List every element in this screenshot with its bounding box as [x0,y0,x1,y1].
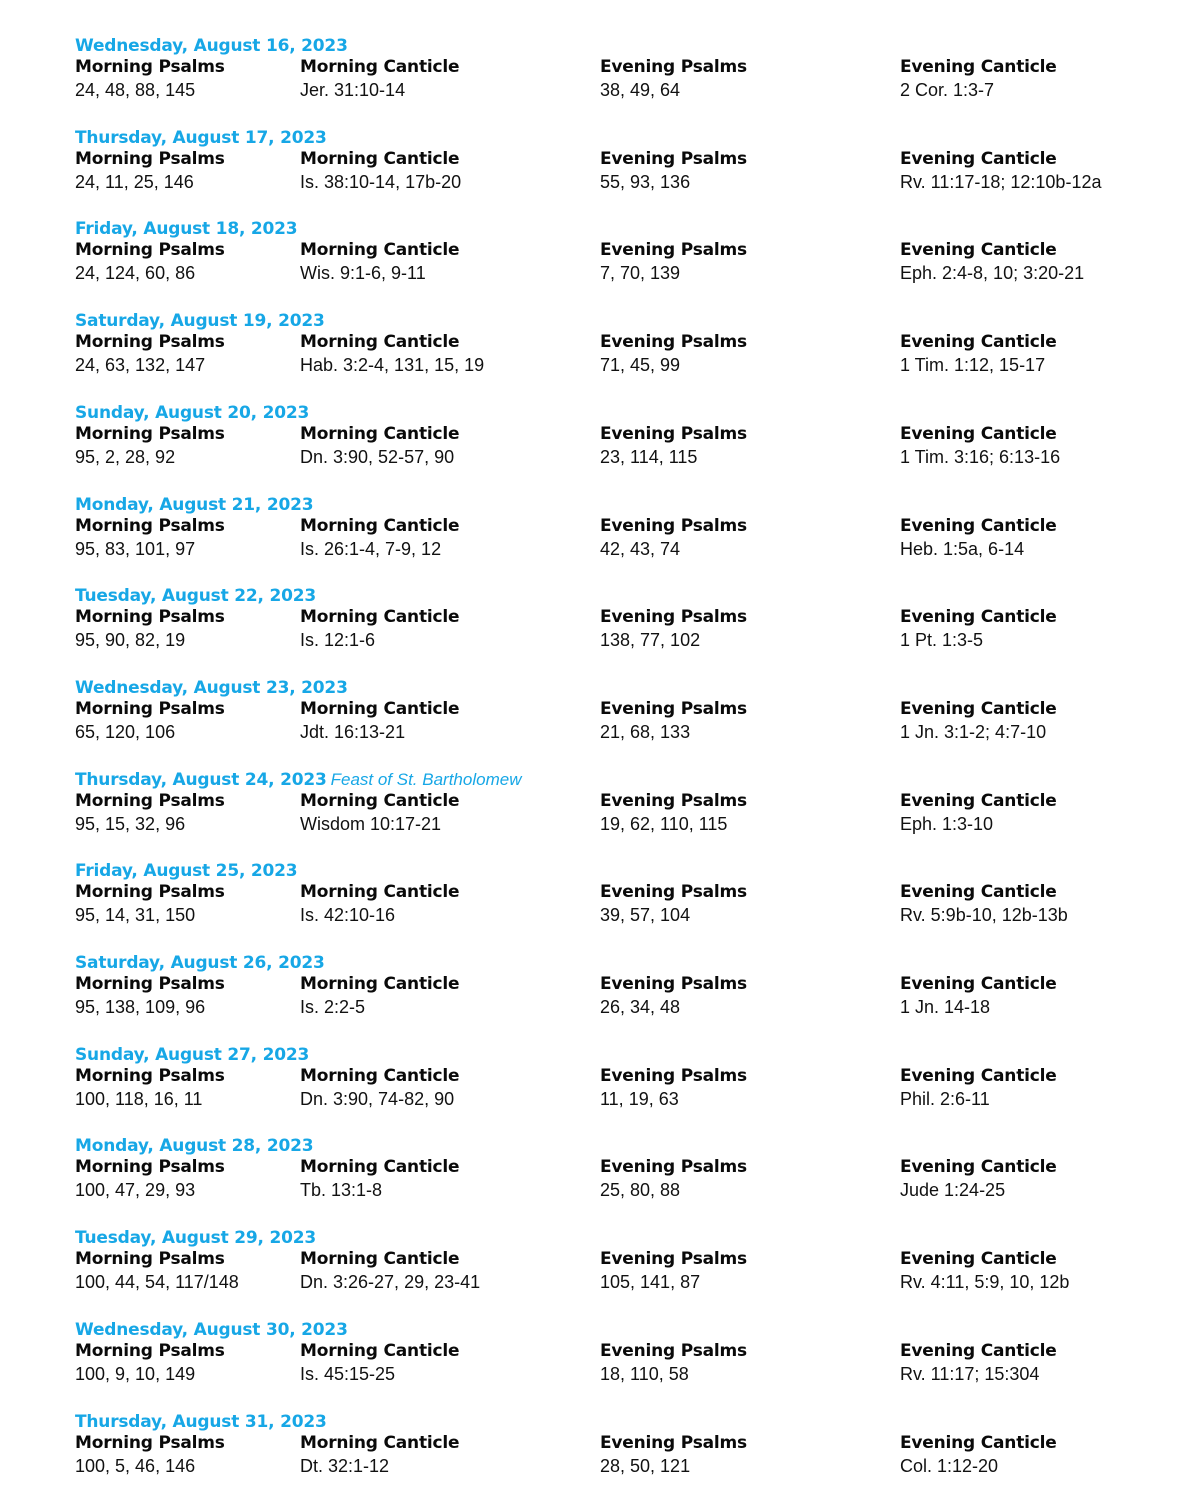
day-entry [75,1043,1185,1129]
day-date: Thursday, August 17, 2023 [75,127,327,148]
day-date: Wednesday, August 23, 2023 [75,677,348,698]
day-entry [75,493,1185,579]
evening-psalms-value: 18, 110, 58 [600,1363,689,1384]
morning-psalms-header: Morning Psalms [75,790,225,811]
morning-canticle-header: Morning Canticle [300,1065,460,1086]
day-date: Sunday, August 27, 2023 [75,1044,310,1065]
day-heading [75,676,352,698]
day-heading [75,217,301,239]
morning-psalms-header: Morning Psalms [75,974,225,994]
day-entry [75,1226,1185,1312]
morning-canticle-value: Tb. 13:1-8 [300,1180,383,1201]
evening-canticle-header: Evening Canticle [900,1065,1057,1086]
evening-canticle-header: Evening Canticle [900,607,1057,628]
feast-name: Feast of St. Bartholomew [330,769,522,789]
morning-psalms-header: Morning Psalms [75,607,225,628]
morning-canticle-value: Jdt. 16:13-21 [300,721,406,742]
evening-canticle-value: 1 Pt. 1:3-5 [900,630,984,651]
evening-canticle-column [900,973,1057,1019]
day-heading [75,1226,320,1248]
morning-psalms-value: 95, 2, 28, 92 [75,446,176,467]
evening-canticle-header: Evening Canticle [900,423,1057,444]
morning-canticle-header: Morning Canticle [300,515,460,536]
day-date: Friday, August 18, 2023 [75,219,298,240]
morning-psalms-column [75,1432,225,1478]
morning-psalms-header: Morning Psalms [75,1340,225,1361]
evening-canticle-column [900,239,1084,285]
morning-canticle-column [300,423,459,469]
evening-canticle-header: Evening Canticle [900,698,1057,719]
morning-canticle-value: Dn. 3:90, 74-82, 90 [300,1088,455,1109]
morning-canticle-header: Morning Canticle [300,1157,460,1178]
evening-canticle-column [900,331,1057,377]
morning-psalms-value: 95, 90, 82, 19 [75,630,186,651]
evening-psalms-value: 42, 43, 74 [600,538,681,559]
evening-canticle-column [900,56,1057,102]
morning-psalms-column [75,56,225,102]
morning-psalms-column [75,331,225,377]
morning-psalms-column [75,698,225,744]
evening-psalms-header: Evening Psalms [600,332,747,353]
day-entry [75,1134,1185,1220]
evening-psalms-header: Evening Psalms [600,515,747,536]
evening-psalms-column [600,423,747,469]
evening-canticle-value: Eph. 1:3-10 [900,813,994,834]
evening-psalms-value: 21, 68, 133 [600,721,691,742]
evening-canticle-header: Evening Canticle [900,1340,1057,1361]
evening-psalms-column [600,606,747,652]
day-heading [75,951,329,973]
morning-canticle-column [300,973,459,1019]
evening-psalms-column [600,148,747,194]
day-heading [75,309,329,331]
morning-psalms-header: Morning Psalms [75,1157,225,1178]
evening-psalms-column [600,973,747,1019]
evening-psalms-header: Evening Psalms [600,1340,747,1361]
evening-psalms-value: 71, 45, 99 [600,355,681,376]
evening-psalms-column [600,56,747,102]
morning-canticle-header: Morning Canticle [300,1249,460,1270]
evening-psalms-value: 39, 57, 104 [600,905,691,926]
evening-canticle-column [900,1065,1057,1111]
morning-psalms-header: Morning Psalms [75,1065,225,1086]
day-heading [75,1134,317,1156]
morning-canticle-header: Morning Canticle [300,790,460,811]
morning-canticle-header: Morning Canticle [300,974,460,994]
evening-psalms-column [600,1432,747,1478]
day-entry [75,126,1185,212]
morning-psalms-header: Morning Psalms [75,240,225,261]
day-date: Thursday, August 31, 2023 [75,1411,327,1432]
morning-canticle-header: Morning Canticle [300,57,460,77]
evening-psalms-value: 7, 70, 139 [600,263,681,284]
day-date: Saturday, August 19, 2023 [75,311,325,332]
morning-canticle-header: Morning Canticle [300,1432,460,1453]
evening-psalms-header: Evening Psalms [600,423,747,444]
day-heading [75,1043,313,1065]
morning-canticle-column [300,881,459,927]
morning-psalms-column [75,1156,225,1202]
morning-canticle-header: Morning Canticle [300,1340,460,1361]
day-date: Tuesday, August 22, 2023 [75,586,316,607]
morning-canticle-value: Wisdom 10:17-21 [300,813,442,834]
evening-psalms-column [600,331,747,377]
day-entry [75,859,1185,945]
evening-canticle-header: Evening Canticle [900,974,1057,994]
morning-psalms-value: 24, 63, 132, 147 [75,355,206,376]
evening-psalms-header: Evening Psalms [600,790,747,811]
morning-canticle-column [300,1432,459,1478]
evening-canticle-header: Evening Canticle [900,1157,1057,1178]
evening-psalms-header: Evening Psalms [600,1249,747,1270]
evening-canticle-value: Col. 1:12-20 [900,1455,999,1476]
day-heading [75,493,317,515]
evening-psalms-header: Evening Psalms [600,607,747,628]
evening-psalms-value: 38, 49, 64 [600,80,681,100]
morning-psalms-value: 24, 11, 25, 146 [75,171,194,192]
evening-canticle-value: Rv. 5:9b-10, 12b-13b [900,905,1068,926]
day-heading [75,859,301,881]
morning-psalms-value: 100, 118, 16, 11 [75,1088,203,1109]
day-entry [75,309,1185,395]
evening-psalms-column [600,881,747,927]
day-entry [75,401,1185,487]
day-entry [75,1410,1185,1496]
day-entry [75,584,1185,670]
evening-canticle-value: Rv. 11:17; 15:304 [900,1363,1040,1384]
morning-psalms-header: Morning Psalms [75,698,225,719]
evening-canticle-column [900,881,1068,927]
morning-canticle-column [300,1156,459,1202]
morning-psalms-column [75,239,225,285]
evening-psalms-value: 11, 19, 63 [600,1088,679,1109]
morning-psalms-column [75,606,225,652]
evening-canticle-value: Rv. 11:17-18; 12:10b-12a [900,171,1102,192]
evening-psalms-value: 26, 34, 48 [600,997,681,1017]
day-entry [75,34,1185,120]
day-date: Wednesday, August 30, 2023 [75,1319,348,1340]
evening-psalms-column [600,515,747,561]
day-entry [75,768,1185,854]
evening-canticle-column [900,1432,1057,1478]
evening-psalms-column [600,1340,747,1386]
morning-psalms-header: Morning Psalms [75,1432,225,1453]
day-date: Wednesday, August 16, 2023 [75,36,348,56]
evening-canticle-header: Evening Canticle [900,332,1057,353]
evening-canticle-value: Jude 1:24-25 [900,1180,1006,1201]
evening-psalms-column [600,1065,747,1111]
evening-psalms-header: Evening Psalms [600,1157,747,1178]
day-heading [75,401,313,423]
morning-psalms-column [75,515,225,561]
day-date: Thursday, August 24, 2023 [75,769,327,790]
morning-psalms-header: Morning Psalms [75,148,225,169]
evening-psalms-header: Evening Psalms [600,974,747,994]
morning-canticle-header: Morning Canticle [300,423,460,444]
morning-psalms-column [75,148,225,194]
morning-canticle-column [300,606,459,652]
day-heading [75,126,331,148]
evening-psalms-value: 105, 141, 87 [600,1272,701,1293]
morning-canticle-header: Morning Canticle [300,882,460,903]
morning-psalms-value: 24, 124, 60, 86 [75,263,196,284]
evening-psalms-value: 19, 62, 110, 115 [600,813,728,834]
morning-canticle-column [300,515,459,561]
evening-canticle-header: Evening Canticle [900,148,1057,169]
morning-canticle-column [300,1340,459,1386]
morning-psalms-value: 100, 5, 46, 146 [75,1455,196,1476]
morning-psalms-value: 95, 15, 32, 96 [75,813,186,834]
morning-psalms-column [75,973,225,1019]
morning-psalms-value: 100, 44, 54, 117/148 [75,1272,239,1293]
evening-psalms-value: 28, 50, 121 [600,1455,691,1476]
morning-canticle-value: Is. 26:1-4, 7-9, 12 [300,538,442,559]
evening-canticle-value: 1 Tim. 3:16; 6:13-16 [900,446,1061,467]
morning-canticle-value: Dn. 3:26-27, 29, 23-41 [300,1272,481,1293]
morning-psalms-value: 24, 48, 88, 145 [75,80,196,100]
evening-psalms-header: Evening Psalms [600,57,747,77]
morning-canticle-column [300,790,459,836]
morning-psalms-header: Morning Psalms [75,1249,225,1270]
morning-canticle-value: Dn. 3:90, 52-57, 90 [300,446,455,467]
evening-psalms-column [600,698,747,744]
day-entry [75,1318,1185,1404]
evening-psalms-column [600,1248,747,1294]
evening-canticle-value: 1 Jn. 14-18 [900,997,991,1017]
morning-psalms-column [75,1065,225,1111]
morning-canticle-value: Dt. 32:1-12 [300,1455,390,1476]
morning-psalms-column [75,881,225,927]
morning-psalms-header: Morning Psalms [75,423,225,444]
evening-canticle-column [900,698,1057,744]
day-heading [75,1318,352,1340]
morning-canticle-value: Is. 38:10-14, 17b-20 [300,171,462,192]
morning-psalms-value: 95, 138, 109, 96 [75,997,206,1017]
morning-psalms-header: Morning Psalms [75,882,225,903]
evening-psalms-header: Evening Psalms [600,240,747,261]
evening-psalms-value: 55, 93, 136 [600,171,691,192]
evening-canticle-value: Heb. 1:5a, 6-14 [900,538,1025,559]
morning-canticle-value: Is. 12:1-6 [300,630,376,651]
morning-psalms-column [75,1340,225,1386]
morning-canticle-header: Morning Canticle [300,148,460,169]
morning-psalms-header: Morning Psalms [75,57,225,77]
evening-psalms-column [600,1156,747,1202]
evening-psalms-value: 138, 77, 102 [600,630,701,651]
evening-canticle-column [900,515,1057,561]
morning-canticle-value: Is. 42:10-16 [300,905,396,926]
evening-canticle-value: 1 Tim. 1:12, 15-17 [900,355,1046,376]
morning-psalms-column [75,423,225,469]
day-entry [75,676,1185,762]
evening-psalms-header: Evening Psalms [600,1065,747,1086]
morning-canticle-header: Morning Canticle [300,332,460,353]
evening-psalms-header: Evening Psalms [600,882,747,903]
day-heading [75,768,521,790]
morning-canticle-value: Jer. 31:10-14 [300,80,406,100]
evening-canticle-value: Eph. 2:4-8, 10; 3:20-21 [900,263,1085,284]
evening-psalms-column [600,790,747,836]
evening-psalms-value: 23, 114, 115 [600,446,698,467]
day-heading [75,1410,331,1432]
day-date: Tuesday, August 29, 2023 [75,1228,316,1249]
evening-canticle-column [900,1248,1069,1294]
morning-canticle-value: Is. 2:2-5 [300,997,366,1017]
morning-canticle-column [300,239,459,285]
morning-psalms-header: Morning Psalms [75,332,225,353]
evening-canticle-header: Evening Canticle [900,1432,1057,1453]
evening-psalms-column [600,239,747,285]
evening-psalms-header: Evening Psalms [600,1432,747,1453]
day-heading [75,34,352,56]
morning-canticle-column [300,56,459,102]
day-heading [75,584,320,606]
evening-canticle-value: 1 Jn. 3:1-2; 4:7-10 [900,721,1047,742]
evening-psalms-value: 25, 80, 88 [600,1180,681,1201]
evening-canticle-header: Evening Canticle [900,1249,1057,1270]
morning-canticle-value: Wis. 9:1-6, 9-11 [300,263,426,284]
evening-canticle-column [900,1156,1057,1202]
morning-psalms-value: 95, 83, 101, 97 [75,538,196,559]
morning-canticle-column [300,1065,459,1111]
morning-canticle-header: Morning Canticle [300,240,460,261]
evening-canticle-value: Phil. 2:6-11 [900,1088,990,1109]
morning-canticle-header: Morning Canticle [300,698,460,719]
evening-psalms-header: Evening Psalms [600,148,747,169]
evening-canticle-column [900,790,1057,836]
morning-canticle-value: Is. 45:15-25 [300,1363,396,1384]
morning-canticle-header: Morning Canticle [300,607,460,628]
evening-canticle-column [900,1340,1057,1386]
day-date: Sunday, August 20, 2023 [75,402,310,423]
evening-canticle-column [900,606,1057,652]
evening-canticle-value: 2 Cor. 1:3-7 [900,80,995,100]
morning-canticle-column [300,698,459,744]
evening-canticle-header: Evening Canticle [900,57,1057,77]
evening-canticle-header: Evening Canticle [900,240,1057,261]
morning-canticle-column [300,148,461,194]
day-date: Saturday, August 26, 2023 [75,953,325,973]
morning-psalms-value: 95, 14, 31, 150 [75,905,196,926]
morning-psalms-column [75,790,225,836]
morning-psalms-value: 100, 47, 29, 93 [75,1180,196,1201]
day-date: Friday, August 25, 2023 [75,861,298,882]
evening-psalms-header: Evening Psalms [600,698,747,719]
evening-canticle-header: Evening Canticle [900,515,1057,536]
day-date: Monday, August 21, 2023 [75,494,314,515]
day-entry [75,217,1185,303]
evening-canticle-column [900,148,1101,194]
morning-canticle-value: Hab. 3:2-4, 131, 15, 19 [300,355,485,376]
day-entry [75,951,1185,1037]
evening-canticle-value: Rv. 4:11, 5:9, 10, 12b [900,1272,1070,1293]
morning-canticle-column [300,1248,480,1294]
morning-psalms-value: 100, 9, 10, 149 [75,1363,196,1384]
evening-canticle-column [900,423,1060,469]
morning-psalms-header: Morning Psalms [75,515,225,536]
morning-canticle-column [300,331,484,377]
evening-canticle-header: Evening Canticle [900,790,1057,811]
morning-psalms-value: 65, 120, 106 [75,721,176,742]
evening-canticle-header: Evening Canticle [900,882,1057,903]
day-date: Monday, August 28, 2023 [75,1136,314,1157]
morning-psalms-column [75,1248,239,1294]
